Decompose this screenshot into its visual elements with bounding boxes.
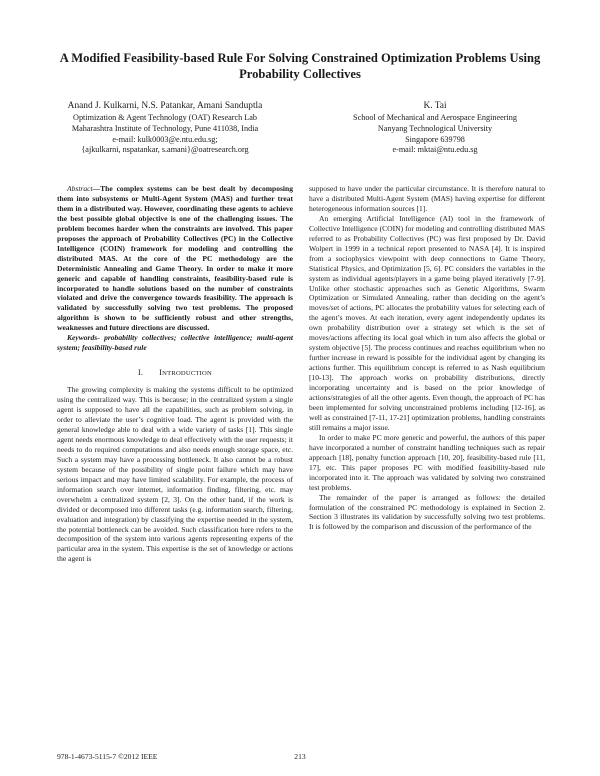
author-names: K. Tai xyxy=(423,101,447,111)
author-block-left xyxy=(40,100,290,156)
author-email: {ajkulkarni, nspatankar, s.amani}@oatresearch.org xyxy=(81,145,249,155)
body-paragraph: The remainder of the paper is arranged as follows: the detailed formulation of the constrained PC methodology is explained in Section 2. Section 3 illustrates its validation by successfully solving two test problems. It is followed by the comparison and discussion of the performance of the xyxy=(309,492,545,532)
body-paragraph: In order to make PC more generic and powerful, the authors of this paper have incorporated a number of constraint handling techniques such as repair approach [18], penalty function approach [10, 20], feasibility-based rule [11, 17], etc. This paper proposes PC with modified feasibility-based rule incorporated into it. The approach was validated by solving two constrained test problems. xyxy=(309,432,545,492)
abstract-text: The complex systems can be best dealt by decomposing them into subsystems or Multi-Agent System (MAS) and further treat them in a distributed way. However, coordinating these agents to achieve the best possible global objective is one of the challenging issues. The problem becomes harder when the constraints are involved. This paper proposes the approach of Probability Collectives (PC) in the Collective Intelligence (COIN) framework for modeling and controlling the distributed MAS. At the core of the PC methodology are the Deterministic Annealing and Game Theory. In order to make it more generic and capable of handling constraints, feasibility-based rule is incorporated to handle solutions based on the number of constraints violated and drive the convergence towards feasibility. The approach is validated by successfully solving two test problems. The proposed algorithm is shown to be sufficiently robust and other strengths, weaknesses and future directions are discussed. xyxy=(57,184,293,333)
body-paragraph: The growing complexity is making the systems difficult to be optimized using the centralized way. This is because; in the centralized system a single agent is supposed to have all the capabilities, such as problem solving, in order to alleviate the user’s cognitive load. The agent is provided with the general knowledge able to deal with a wide variety of tasks [1]. This single agent needs enormous knowledge to deal effectively with the user requests; it needs to do required computations and also needs enough storage space, etc. Such a system may have a processing bottleneck. It also cannot be a robust system because of the possibility of single point failure which may have serious impact and may have limited scalability. For example, the process of information search over internet, information finding, filtering, etc. may overwhelm a centralized system [2, 3]. On the other hand, if the work is divided or decomposed into different tasks (e.g. information search, filtering, evaluation and integration) by classifying the expertise needed in the system, the potential bottleneck can be avoided. Such classification here refers to the decomposition of the system into various agents representing experts of the particular area in the system. This expertise is the set of knowledge or actions the agent is xyxy=(57,385,293,564)
right-column xyxy=(309,184,545,532)
author-email: e-mail: kulk0003@e.ntu.edu.sg; xyxy=(112,134,218,144)
author-names: Anand J. Kulkarni, N.S. Patankar, Amani Sanduptla xyxy=(67,101,263,111)
section-title-initial: I xyxy=(159,367,163,378)
abstract: Abstract—The complex systems can be best dealt by decomposing them into subsystems or Multi-Agent System (MAS) and further treat them in a distributed way. However, coordinating these agents to achieve the best possible global objective is one of the challenging issues. The problem becomes harder when the constraints are involved. This paper proposes the approach of Probability Collectives (PC) in the Collective Intelligence (COIN) framework for modeling and controlling the distributed MAS. At the core of the PC methodology are the Deterministic Annealing and Game Theory. In order to make it more generic and capable of handling constraints, feasibility-based rule is incorporated to handle solutions based on the number of constraints violated and drive the convergence towards feasibility. The approach is validated by successfully solving two test problems. The proposed algorithm is shown to be sufficiently robust and other strengths, weaknesses and future directions are discussed. xyxy=(57,184,293,333)
author-email: e-mail: mktai@ntu.edu.sg xyxy=(392,145,478,155)
keywords-text: probability collectives; collective intelligence; multi-agent system; feasibility-based rule xyxy=(57,333,293,353)
keywords xyxy=(57,333,293,353)
author-block-right xyxy=(310,100,560,156)
affiliation-line: Singapore 639798 xyxy=(405,134,465,144)
section-title-rest: NTRODUCTION xyxy=(162,370,212,378)
affiliation-line: Optimization & Agent Technology (OAT) Research Lab xyxy=(73,113,257,122)
affiliation-line: School of Mechanical and Aerospace Engineering xyxy=(353,113,517,122)
left-column xyxy=(57,184,293,564)
abstract-label: Abstract xyxy=(67,184,93,193)
affiliation-line: Maharashtra Institute of Technology, Pune 411038, India xyxy=(71,123,259,133)
footer-isbn: 978-1-4673-5115-7 ©2012 IEEE xyxy=(57,752,158,761)
affiliation-line: Nanyang Technological University xyxy=(377,123,493,133)
section-heading-introduction xyxy=(57,368,293,379)
paper-title: A Modified Feasibility-based Rule For Solving Constrained Optimization Problems Using Probability Collectives xyxy=(59,51,541,81)
page-number: 213 xyxy=(294,752,306,761)
keywords-label: Keywords- xyxy=(67,333,100,343)
body-paragraph: supposed to have under the particular circumstance. It is therefore natural to have a distributed Multi-Agent System (MAS) having expertise for different heterogeneous information sources [1]. xyxy=(309,184,545,213)
body-paragraph: An emerging Artificial Intelligence (AI) tool in the framework of Collective Intelligence (COIN) for modeling and controlling distributed MAS referred to as Probability Collectives (PC) was first proposed by Dr. David Wolpert in 1999 in a technical report presented to NASA [4]. It is inspired from a sociophysics viewpoint with deep connections to Game Theory, Statistical Physics, and Optimization [5, 6]. PC considers the variables in the system as individual agents/players in a game being played iteratively [7-9]. Unlike other stochastic approaches such as Genetic Algorithms, Swarm Optimization or Simulated Annealing, rather than deciding on the agent’s moves/set of actions, PC allocates the probability values for selecting each of the agent’s moves. At each iteration, every agent independently updates its own probability distribution over a strategy set which is the set of moves/actions affecting its local goal which in turn also affects the global or system objective [5]. The process continues and reaches equilibrium when no further increase in reward is possible for the individual agent by changing its actions further. This equilibrium concept is referred to as Nash equilibrium [10-13]. The approach works on probability distributions, directly incorporating uncertainty and is based on the prior knowledge of actions/strategies of all the other agents. Even though, the approach of PC has been implemented for solving unconstrained problems including [12-16], as well as constrained [7-11, 17-21] optimization problems, handling constraints still remains a major issue. xyxy=(309,213,545,432)
section-number: I. xyxy=(138,368,144,378)
